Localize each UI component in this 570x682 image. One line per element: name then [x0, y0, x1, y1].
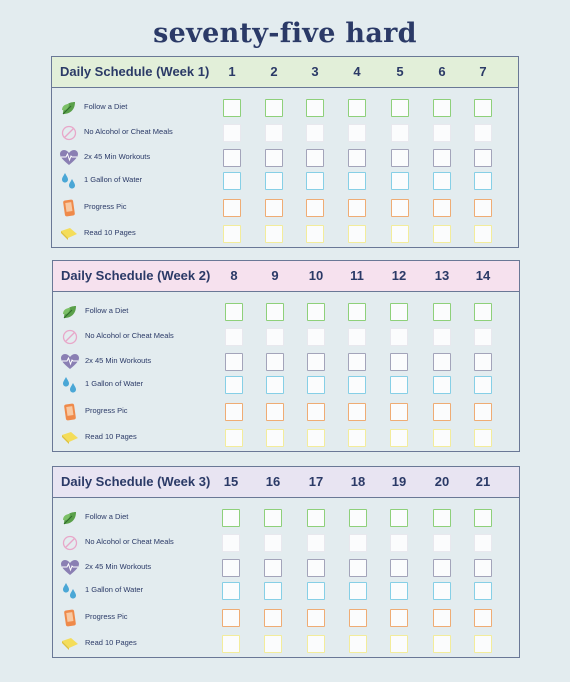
- phone-icon: [60, 403, 80, 421]
- book-icon: [59, 225, 79, 243]
- checkbox[interactable]: [223, 225, 241, 243]
- day-number: 20: [434, 474, 450, 489]
- checkbox[interactable]: [433, 635, 451, 653]
- checkbox[interactable]: [433, 149, 451, 167]
- task-label: 1 Gallon of Water: [85, 379, 144, 388]
- checkbox[interactable]: [474, 225, 492, 243]
- day-number: 6: [438, 64, 446, 79]
- week-header: [53, 467, 519, 498]
- phone-icon: [59, 199, 79, 217]
- checkbox[interactable]: [225, 429, 243, 447]
- book-icon: [60, 635, 80, 653]
- checkbox[interactable]: [225, 303, 243, 321]
- day-number: 16: [265, 474, 281, 489]
- checkbox[interactable]: [390, 534, 408, 552]
- checkbox[interactable]: [390, 303, 408, 321]
- checkbox[interactable]: [474, 376, 492, 394]
- checkbox[interactable]: [306, 99, 324, 117]
- day-number: 21: [475, 474, 491, 489]
- day-number: 18: [350, 474, 366, 489]
- checkbox[interactable]: [306, 225, 324, 243]
- checkbox[interactable]: [349, 635, 367, 653]
- checkbox[interactable]: [222, 609, 240, 627]
- checkbox[interactable]: [349, 534, 367, 552]
- day-number: 14: [475, 268, 491, 283]
- task-row: [52, 170, 518, 192]
- checkbox[interactable]: [348, 199, 366, 217]
- week-title: Daily Schedule (Week 3): [61, 474, 211, 489]
- checkbox[interactable]: [390, 559, 408, 577]
- checkbox[interactable]: [266, 403, 284, 421]
- task-row: [53, 633, 519, 655]
- checkbox[interactable]: [433, 559, 451, 577]
- week-title: Daily Schedule (Week 2): [61, 268, 211, 283]
- leaf-icon: [60, 303, 80, 321]
- checkbox[interactable]: [433, 376, 451, 394]
- checkbox[interactable]: [264, 509, 282, 527]
- task-label: Progress Pic: [85, 612, 128, 621]
- day-number: 4: [353, 64, 361, 79]
- checkbox[interactable]: [349, 559, 367, 577]
- checkbox[interactable]: [225, 353, 243, 371]
- checkbox[interactable]: [306, 124, 324, 142]
- checkbox[interactable]: [474, 149, 492, 167]
- checkbox[interactable]: [433, 509, 451, 527]
- phone-icon: [60, 609, 80, 627]
- day-number: 1: [228, 64, 236, 79]
- task-row: [52, 147, 518, 169]
- checkbox[interactable]: [348, 328, 366, 346]
- checkbox[interactable]: [225, 403, 243, 421]
- checkbox[interactable]: [390, 376, 408, 394]
- task-label: 2x 45 Min Workouts: [85, 356, 152, 365]
- checkbox[interactable]: [348, 124, 366, 142]
- checkbox[interactable]: [225, 328, 243, 346]
- checkbox[interactable]: [265, 99, 283, 117]
- checkbox[interactable]: [264, 609, 282, 627]
- task-label: Read 10 Pages: [85, 638, 137, 647]
- checkbox[interactable]: [266, 376, 284, 394]
- checkbox[interactable]: [433, 429, 451, 447]
- task-label: No Alcohol or Cheat Meals: [85, 537, 174, 546]
- week-3-schedule: [52, 466, 520, 658]
- task-row: [52, 223, 518, 245]
- water-drops-icon: [59, 172, 79, 190]
- checkbox[interactable]: [307, 534, 325, 552]
- checkbox[interactable]: [474, 303, 492, 321]
- checkbox[interactable]: [474, 99, 492, 117]
- checkbox[interactable]: [307, 403, 325, 421]
- checkbox[interactable]: [433, 609, 451, 627]
- leaf-icon: [59, 99, 79, 117]
- heart-pulse-icon: [60, 353, 80, 371]
- checkbox[interactable]: [307, 559, 325, 577]
- checkbox[interactable]: [433, 353, 451, 371]
- checkbox[interactable]: [223, 172, 241, 190]
- task-label: No Alcohol or Cheat Meals: [84, 127, 173, 136]
- checkbox[interactable]: [474, 199, 492, 217]
- checkbox[interactable]: [223, 99, 241, 117]
- checkbox[interactable]: [264, 559, 282, 577]
- task-label: Progress Pic: [84, 202, 127, 211]
- task-row: [53, 326, 519, 348]
- checkbox[interactable]: [266, 429, 284, 447]
- checkbox[interactable]: [433, 199, 451, 217]
- checkbox[interactable]: [349, 582, 367, 600]
- task-row: [53, 301, 519, 323]
- task-label: Follow a Diet: [85, 512, 129, 521]
- book-icon: [60, 429, 80, 447]
- checkbox[interactable]: [222, 559, 240, 577]
- checkbox[interactable]: [265, 225, 283, 243]
- checkbox[interactable]: [265, 172, 283, 190]
- day-number: 2: [270, 64, 278, 79]
- checkbox[interactable]: [306, 149, 324, 167]
- task-row: [53, 374, 519, 396]
- task-label: Read 10 Pages: [84, 228, 136, 237]
- day-number: 11: [350, 268, 364, 283]
- task-row: [53, 427, 519, 449]
- checkbox[interactable]: [264, 582, 282, 600]
- day-number: 15: [223, 474, 239, 489]
- checkbox[interactable]: [474, 582, 492, 600]
- no-symbol-icon: [60, 534, 80, 552]
- checkbox[interactable]: [390, 403, 408, 421]
- checkbox[interactable]: [390, 635, 408, 653]
- checkbox[interactable]: [433, 99, 451, 117]
- day-number: 9: [271, 268, 279, 283]
- checkbox[interactable]: [222, 509, 240, 527]
- checkbox[interactable]: [222, 582, 240, 600]
- task-label: Read 10 Pages: [85, 432, 137, 441]
- checkbox[interactable]: [474, 124, 492, 142]
- checkbox[interactable]: [266, 328, 284, 346]
- checkbox[interactable]: [433, 403, 451, 421]
- checkbox[interactable]: [306, 172, 324, 190]
- task-row: [53, 580, 519, 602]
- task-label: 1 Gallon of Water: [84, 175, 143, 184]
- checkbox[interactable]: [307, 509, 325, 527]
- checkbox[interactable]: [307, 635, 325, 653]
- checkbox[interactable]: [474, 509, 492, 527]
- checkbox[interactable]: [264, 635, 282, 653]
- checkbox[interactable]: [348, 225, 366, 243]
- checkbox[interactable]: [225, 376, 243, 394]
- water-drops-icon: [60, 582, 80, 600]
- checkbox[interactable]: [391, 124, 409, 142]
- checkbox[interactable]: [348, 376, 366, 394]
- checkbox[interactable]: [307, 328, 325, 346]
- task-label: Follow a Diet: [84, 102, 128, 111]
- checkbox[interactable]: [307, 376, 325, 394]
- task-row: [53, 507, 519, 529]
- checkbox[interactable]: [348, 403, 366, 421]
- task-row: [52, 197, 518, 219]
- task-row: [53, 532, 519, 554]
- task-row: [52, 122, 518, 144]
- checkbox[interactable]: [474, 172, 492, 190]
- day-number: 7: [479, 64, 487, 79]
- checkbox[interactable]: [391, 149, 409, 167]
- checkbox[interactable]: [390, 429, 408, 447]
- checkbox[interactable]: [474, 403, 492, 421]
- checkbox[interactable]: [307, 582, 325, 600]
- checkbox[interactable]: [307, 609, 325, 627]
- checkbox[interactable]: [474, 328, 492, 346]
- day-number: 8: [230, 268, 238, 283]
- page-title: seventy-five hard: [153, 18, 417, 49]
- checkbox[interactable]: [348, 429, 366, 447]
- checkbox[interactable]: [390, 353, 408, 371]
- week-title: Daily Schedule (Week 1): [60, 64, 210, 79]
- checkbox[interactable]: [433, 225, 451, 243]
- checkbox[interactable]: [349, 509, 367, 527]
- checkbox[interactable]: [348, 353, 366, 371]
- week-1-schedule: [51, 56, 519, 248]
- task-row: [52, 97, 518, 119]
- checkbox[interactable]: [222, 534, 240, 552]
- checkbox[interactable]: [349, 609, 367, 627]
- leaf-icon: [60, 509, 80, 527]
- water-drops-icon: [60, 376, 80, 394]
- checkbox[interactable]: [264, 534, 282, 552]
- checkbox[interactable]: [390, 582, 408, 600]
- checkbox[interactable]: [222, 635, 240, 653]
- day-number: 3: [311, 64, 319, 79]
- day-number: 5: [396, 64, 404, 79]
- task-row: [53, 351, 519, 373]
- task-row: [53, 401, 519, 423]
- heart-pulse-icon: [60, 559, 80, 577]
- task-label: 2x 45 Min Workouts: [85, 562, 152, 571]
- checkbox[interactable]: [391, 99, 409, 117]
- checkbox[interactable]: [391, 199, 409, 217]
- task-row: [53, 607, 519, 629]
- checkbox[interactable]: [391, 225, 409, 243]
- day-number: 17: [308, 474, 324, 489]
- week-header: [53, 261, 519, 292]
- checkbox[interactable]: [266, 353, 284, 371]
- checkbox[interactable]: [348, 99, 366, 117]
- task-row: [53, 557, 519, 579]
- checkbox[interactable]: [390, 328, 408, 346]
- checkbox[interactable]: [390, 609, 408, 627]
- checkbox[interactable]: [348, 149, 366, 167]
- checkbox[interactable]: [266, 303, 284, 321]
- checkbox[interactable]: [474, 609, 492, 627]
- no-symbol-icon: [59, 124, 79, 142]
- checkbox[interactable]: [265, 124, 283, 142]
- checkbox[interactable]: [433, 582, 451, 600]
- checkbox[interactable]: [307, 303, 325, 321]
- task-label: Follow a Diet: [85, 306, 129, 315]
- day-number: 12: [391, 268, 407, 283]
- checkbox[interactable]: [433, 124, 451, 142]
- checkbox[interactable]: [348, 172, 366, 190]
- checkbox[interactable]: [433, 303, 451, 321]
- checkbox[interactable]: [265, 149, 283, 167]
- checkbox[interactable]: [474, 429, 492, 447]
- no-symbol-icon: [60, 328, 80, 346]
- week-header: [52, 57, 518, 88]
- checkbox[interactable]: [223, 124, 241, 142]
- week-2-schedule: [52, 260, 520, 452]
- task-label: 2x 45 Min Workouts: [84, 152, 151, 161]
- day-number: 13: [434, 268, 450, 283]
- checkbox[interactable]: [306, 199, 324, 217]
- day-number: 10: [308, 268, 324, 283]
- checkbox[interactable]: [265, 199, 283, 217]
- checkbox[interactable]: [433, 328, 451, 346]
- checkbox[interactable]: [474, 635, 492, 653]
- checkbox[interactable]: [391, 172, 409, 190]
- task-label: 1 Gallon of Water: [85, 585, 144, 594]
- checkbox[interactable]: [348, 303, 366, 321]
- checkbox[interactable]: [223, 199, 241, 217]
- day-number: 19: [391, 474, 407, 489]
- checkbox[interactable]: [307, 429, 325, 447]
- task-label: Progress Pic: [85, 406, 128, 415]
- heart-pulse-icon: [59, 149, 79, 167]
- checkbox[interactable]: [433, 172, 451, 190]
- checkbox[interactable]: [474, 559, 492, 577]
- checkbox[interactable]: [474, 353, 492, 371]
- checkbox[interactable]: [474, 534, 492, 552]
- checkbox[interactable]: [223, 149, 241, 167]
- task-label: No Alcohol or Cheat Meals: [85, 331, 174, 340]
- checkbox[interactable]: [390, 509, 408, 527]
- checkbox[interactable]: [433, 534, 451, 552]
- checkbox[interactable]: [307, 353, 325, 371]
